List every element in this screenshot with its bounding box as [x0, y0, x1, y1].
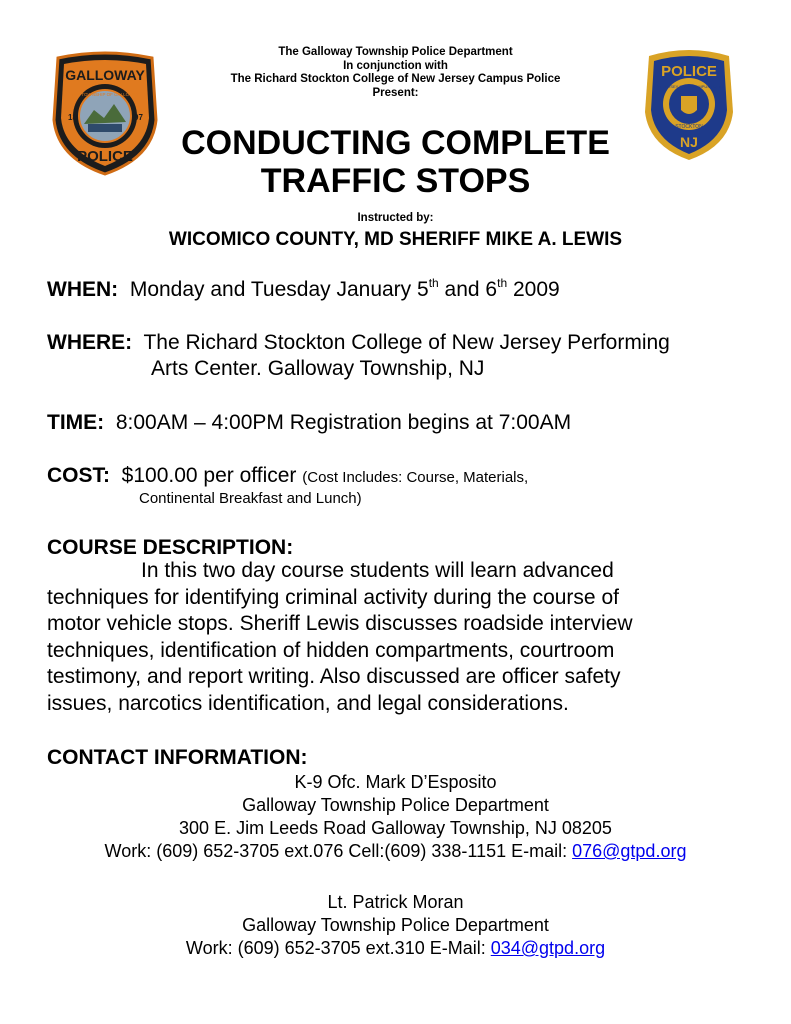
- intro-line-1: The Galloway Township Police Department: [278, 46, 513, 58]
- where-label: WHERE:: [47, 331, 133, 354]
- contact-2-email-link[interactable]: 034@gtpd.org: [490, 938, 606, 958]
- time-label: TIME:: [47, 411, 105, 434]
- when-row: [47, 277, 560, 303]
- contact-1-phone-line: [0, 840, 791, 863]
- svg-text:STOCKTON: STOCKTON: [675, 124, 703, 130]
- contact-2-phone: Work: (609) 652-3705 ext.310 E-Mail:: [185, 938, 491, 958]
- where-line-1: The Richard Stockton College of New Jersey Performing: [143, 331, 670, 354]
- when-text-b: and 6: [438, 278, 498, 301]
- when-sup-b: th: [497, 276, 508, 290]
- cost-label: COST:: [47, 464, 110, 487]
- contact-block-1: [0, 771, 791, 863]
- instructed-by-label: Instructed by:: [357, 212, 434, 224]
- campus-police-badge: [641, 46, 737, 162]
- when-text-a: Monday and Tuesday January 5: [129, 278, 429, 301]
- svg-text:18: 18: [68, 113, 77, 122]
- cost-row: [47, 463, 528, 491]
- intro-line-2: In conjunction with: [343, 59, 448, 72]
- when-sup-a: th: [428, 276, 439, 290]
- svg-text:97: 97: [134, 113, 143, 122]
- contact-2-phone-line: [0, 937, 791, 960]
- svg-text:GALLOWAY: GALLOWAY: [65, 67, 145, 83]
- svg-text:THE TOWNSHIP OF GALLOWAY: THE TOWNSHIP OF GALLOWAY: [71, 92, 139, 97]
- contact-heading: CONTACT INFORMATION:: [47, 746, 308, 769]
- instructor-name: WICOMICO COUNTY, MD SHERIFF MIKE A. LEWIS: [168, 229, 623, 250]
- svg-text:NJ: NJ: [680, 134, 698, 150]
- contact-block-2: [0, 891, 791, 960]
- intro-line-3: The Richard Stockton College of New Jersey Campus Police: [230, 73, 561, 85]
- intro-block: [180, 46, 611, 100]
- galloway-badge-icon: [48, 50, 162, 178]
- campus-badge-icon: [641, 46, 737, 162]
- contact-1-address: 300 E. Jim Leeds Road Galloway Township, NJ 08205: [179, 818, 612, 838]
- title-line-2: TRAFFIC STOPS: [260, 162, 531, 200]
- course-description: [47, 558, 747, 717]
- where-row: [47, 330, 670, 356]
- when-label: WHEN:: [47, 278, 119, 301]
- time-row: [47, 410, 571, 436]
- course-line-3: motor vehicle stops. Sheriff Lewis discusses roadside interview: [47, 612, 633, 635]
- page-title: [170, 124, 621, 200]
- when-text-c: 2009: [507, 278, 560, 301]
- contact-1-name: K-9 Ofc. Mark D’Esposito: [294, 772, 497, 792]
- contact-2-org: Galloway Township Police Department: [242, 915, 549, 935]
- course-line-2: techniques for identifying criminal activity during the course of: [47, 585, 619, 609]
- contact-1-org: Galloway Township Police Department: [242, 795, 549, 815]
- svg-text:POLICE: POLICE: [77, 148, 133, 165]
- cost-note-2: Continental Breakfast and Lunch): [139, 490, 362, 507]
- contact-1-phone: Work: (609) 652-3705 ext.076 Cell:(609) 338-1151 E-mail:: [104, 841, 573, 861]
- course-line-5: testimony, and report writing. Also discussed are officer safety: [47, 665, 621, 688]
- svg-text:NEW JERSEY STATE CAMPUS POLICE: NEW JERSEY STATE CAMPUS POLICE: [652, 84, 726, 89]
- galloway-police-badge: [48, 50, 162, 178]
- course-line-1: In this two day course students will learn advanced: [141, 559, 614, 582]
- time-text: 8:00AM – 4:00PM Registration begins at 7:00AM: [115, 411, 572, 434]
- course-line-4: techniques, identification of hidden compartments, courtroom: [47, 638, 615, 662]
- intro-line-4: Present:: [372, 86, 419, 99]
- course-line-6: issues, narcotics identification, and legal considerations.: [47, 691, 569, 715]
- svg-text:POLICE: POLICE: [661, 63, 717, 80]
- contact-1-email-link[interactable]: 076@gtpd.org: [572, 841, 687, 861]
- contact-2-name: Lt. Patrick Moran: [327, 892, 464, 912]
- title-line-1: CONDUCTING COMPLETE: [181, 124, 610, 162]
- where-line-2: Arts Center. Galloway Township, NJ: [151, 357, 485, 380]
- cost-text: $100.00 per officer: [121, 464, 297, 487]
- cost-note-1: (Cost Includes: Course, Materials,: [302, 469, 529, 486]
- course-heading: COURSE DESCRIPTION:: [47, 536, 294, 559]
